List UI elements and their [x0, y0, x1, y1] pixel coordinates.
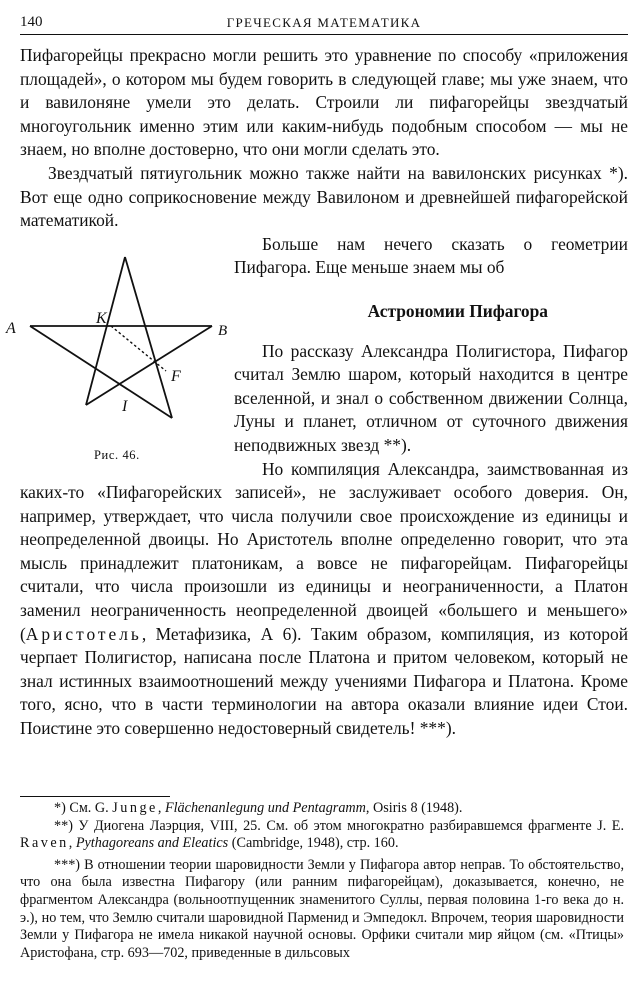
- footnote-2: [20, 818, 624, 853]
- footnotes: [20, 800, 624, 962]
- footnote-1-title: Flächenanlegung und Pentagramm: [164, 800, 366, 816]
- paragraph-2: Звездчатый пятиугольник можно также найти на вавилонских рисунках *). Вот еще одно соприкосновение между Вавилоном и древнейшей пифагорейской математикой.: [20, 162, 628, 231]
- figure-caption: Рис. 46.: [94, 447, 140, 462]
- footnote-1-marker: *) См. G.: [54, 800, 113, 816]
- label-F: F: [171, 367, 181, 385]
- footnote-2-tail: (Cambridge, 1948), стр. 160.: [228, 835, 399, 852]
- paragraph-1: Пифагорейцы прекрасно могли решить это уравнение по способу «приложения площадей», о котором мы будем говорить в следующей главе; мы уже знаем, что и вавилоняне умели это делать. Строили ли пифагорейцы звездчатый многоугольник именно этим или каким-нибудь подобным способом — мы не знаем, но вполне достоверно, что они могли сделать это.: [20, 45, 628, 160]
- footnote-1-author: Junge: [112, 800, 158, 816]
- paragraph-5: [20, 458, 628, 741]
- page-number: 140: [20, 14, 43, 30]
- paragraph-3: Больше нам нечего сказать о геометрии Пифагора. Еще меньше знаем мы об: [234, 233, 628, 278]
- paragraph-5-part-b: , Метафизика, А 6). Таким образом, компиляция, из которой черпает Полигистор, написана после Платона и притом человеком, который не знал истинных взаимоотношений между учениями Пифагора и Платона. Кроме того, ясно, что в части терминологии на автора оказали влияние идеи Стои. Поистине это совершенно недостоверный свидетель! ***).: [20, 623, 628, 739]
- footnote-1: [20, 800, 624, 818]
- running-title: ГРЕЧЕСКАЯ МАТЕМАТИКА: [226, 15, 422, 30]
- pentagram-edge-5: [125, 257, 172, 418]
- footnote-1-tail: , Osiris 8 (1948).: [365, 800, 463, 816]
- main-text: [6, 44, 628, 741]
- footnote-rule: [20, 796, 170, 797]
- pentagram-figure: [0, 233, 226, 467]
- label-B: B: [218, 322, 228, 339]
- footnote-1-separator: ,: [157, 800, 165, 816]
- footnote-2-separator: ,: [68, 835, 76, 852]
- label-A: A: [6, 319, 16, 337]
- footnote-2-text: **) У Диогена Лаэрция, VIII, 25. См. об этом многократно разбиравшемся фрагменте J. E.: [54, 817, 624, 834]
- dotted-segment-KF: [111, 326, 166, 371]
- pentagram-edge-4: [30, 326, 172, 418]
- figure-46: [0, 233, 226, 467]
- paragraph-4: По рассказу Александра Полигистора, Пифагор считал Землю шаром, который находится в центре вселенной, и знал о собственном движении Солнца, Луны и планет, отличном от суточного движения неподвижных звезд **).: [234, 340, 628, 455]
- label-K: K: [96, 309, 107, 327]
- aristotle-name: Аристотель: [25, 623, 142, 644]
- footnote-2-title: Pythagoreans and Eleatics: [75, 835, 229, 852]
- footnote-3: ***) В отношении теории шаровидности Земли у Пифагора автор неправ. То обстоятельство, что она была известна Пифагору (или ранним пифагорейцам), доказывается, конечно, не фрагментом Александра (вольноотпущенник знаменитого Суллы, первая половина 1-го века до н. э.), но тем, что Землю считали шаровидной Парменид и Эмпедокл. Впрочем, теория шаровидности Земли у Пифагора не имела никакой научной основы. Орфики считали мир яйцом (см. «Птицы» Аристофана, стр. 693—702, приведенные в дильсовых: [20, 856, 624, 961]
- running-header: [20, 10, 628, 35]
- section-title: Астрономии Пифагора: [367, 300, 548, 321]
- paragraph-5-part-a: Но компиляция Александра, заимствованная из каких-то «Пифагорейских записей», не заслуживает особого доверия. Он, например, утверждает, что числа получили свое происхождение из единицы и неопределенной двоицы. Но Аристотель вполне определенно говорит, что эта мысль принадлежит платоникам, а вовсе не пифагорейцам. Пифагорейцы считали, что числа произошли из единицы и неограниченности, а Платон заменил неограниченность неопределенной двоицей «большего и меньшего» (: [20, 458, 628, 644]
- footnote-2-author: Raven: [20, 835, 69, 852]
- label-I: I: [122, 397, 128, 415]
